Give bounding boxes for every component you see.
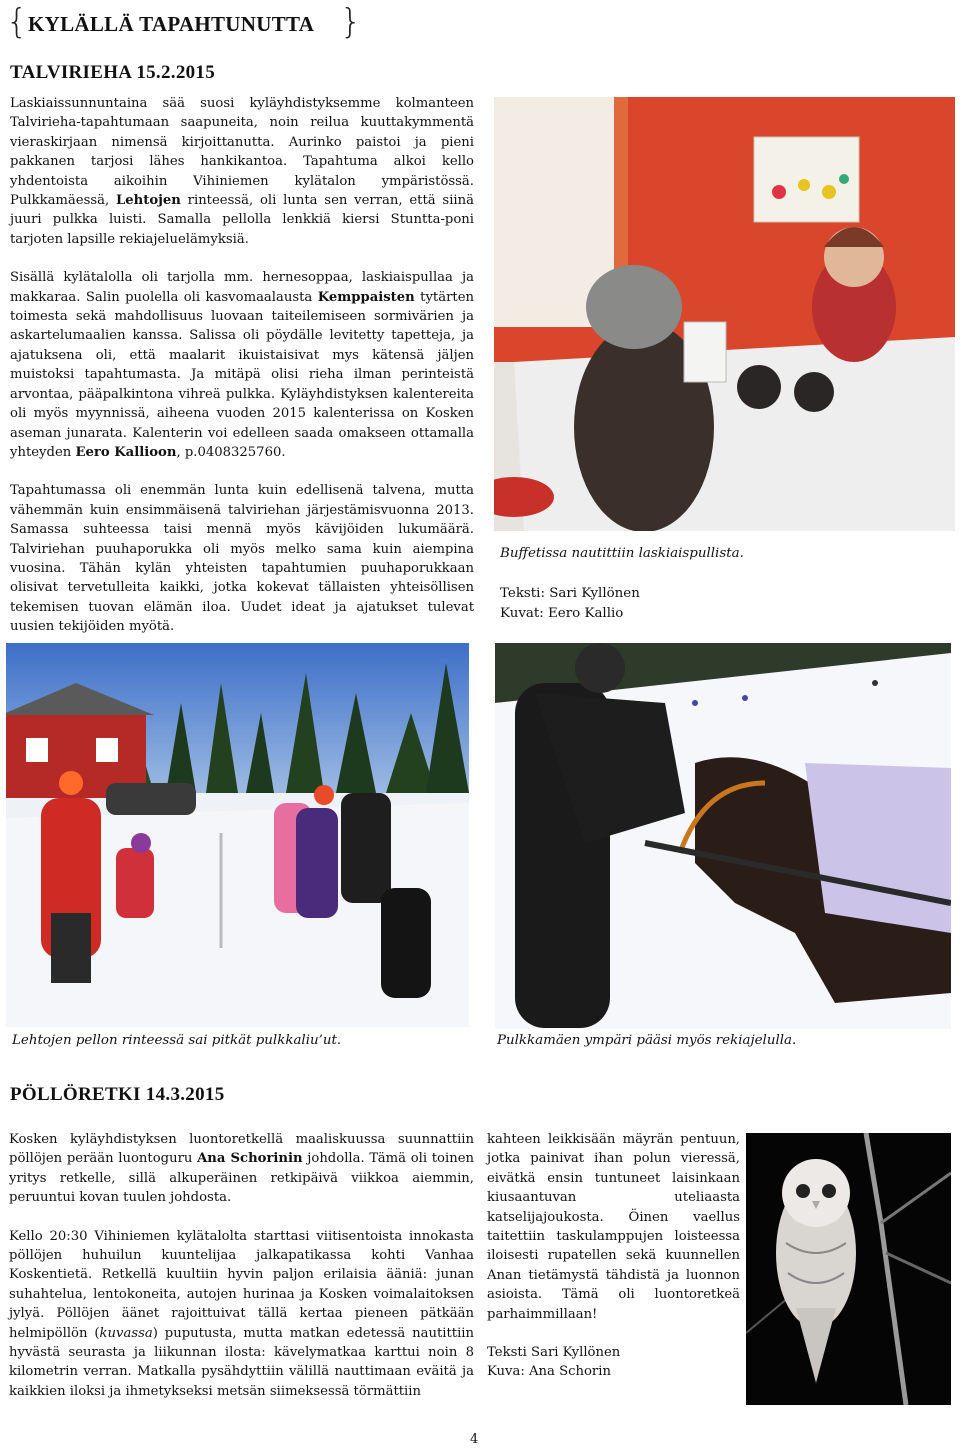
left-brace: { (6, 2, 28, 42)
paragraph-1: Laskiaissunnuntaina sää suosi kyläyhdistyksemme kolmanteen Talvirieha-tapahtumaan saapuneita, noin reilua kuuttakymmentä vieraskirjaan nimensä kirjoittanutta. Aurinko paistoi ja pieni pakkanen tarjosi lähes hankikantoa. Tapahtuma alkoi kello yhdentoista aikoihin Vihiniemen kylätalon ympäristössä. Pulkkamäessä, Lehtojen rinteessä, oli lunta sen verran, että siinä juuri pulkka luisti. Samalla pellolla lenkkiä kiersi Stuntta-poni tarjoten lapsille rekiajeluelämyksiä. (10, 96, 474, 247)
photo-slope (6, 643, 469, 1027)
bold-name: Kemppaisten (317, 289, 415, 305)
section2-text-left (9, 1130, 474, 1420)
photo-owl (746, 1133, 951, 1405)
photo-cafe (494, 97, 955, 531)
page-number: 4 (470, 1432, 479, 1447)
photo-pony (495, 643, 951, 1029)
paragraph-3: Tapahtumassa oli enemmän lunta kuin edellisenä talvena, mutta vähemmän kuin ensimmäisenä talviriehan järjestämisvuonna 2013. Samassa suhteessa taisi mennä myös kävijöiden lukumäärä. Talviriehan puuhaporukka oli myös melko sama kuin aiempina vuosina. Tähän kylän yhteisten tapahtumien puuhaporukkaan olisivat tervetulleita kaikki, jotka kokevat tällaisten yhteisöllisen tekemisen tuovan elämän iloa. Uudet ideat ja ajatukset tulevat uusien tekijöiden myötä. (10, 483, 474, 635)
caption-cafe: Buffetissa nautittiin laskiaispullista. (500, 546, 744, 561)
header-title: KYLÄLLÄ TAPAHTUNUTTA (28, 12, 315, 36)
credit-photo: Kuva: Ana Schorin (487, 1364, 611, 1380)
bold-name: Lehtojen (115, 193, 181, 209)
right-brace: } (340, 2, 362, 42)
italic-word: kuvassa (99, 1325, 153, 1341)
credit-photo: Kuvat: Eero Kallio (500, 606, 624, 621)
section-header (6, 2, 362, 42)
section1-title: TALVIRIEHA 15.2.2015 (10, 62, 216, 83)
section2-title: PÖLLÖRETKI 14.3.2015 (10, 1084, 225, 1105)
paragraph-2: Kello 20:30 Vihiniemen kylätalolta starttasi viitisentoista innokasta pöllöjen huhuilun kuuntelijaa jalkapatikassa kohti Vanhaa Koskentietä. Retkellä kuultiin hyvin paljon erilaisia ääniä: junan suhahtelua, lentokoneita, autojen hurinaa ja Kosken voimalaitoksen jylyä. Pöllöjen äänet rajoittuivat tällä kertaa pieneen pätkään helmipöllön (kuvassa) puputusta, mutta matkan edetessä nautittiin hyvästä seurasta ja liikunnan ilosta: kävelymatkaa karttui noin 8 kilometrin verran. Matkalla pysähdyttiin välillä nauttimaan eväitä ja kaikkien iloksi ja ihmetykseksi metsän siimeksessä törmättiin (9, 1228, 475, 1399)
caption-slope: Lehtojen pellon rinteessä sai pitkät pulkkaliu’ut. (12, 1033, 342, 1048)
paragraph-1: Kosken kyläyhdistyksen luontoretkellä maaliskuussa suunnattiin pöllöjen perään luontoguru Ana Schorinin johdolla. Tämä oli toinen yritys retkelle, sillä alkuperäinen retkipäivä viikkoa aiemmin, peruuntui kovan tuulen johdosta. (9, 1132, 474, 1206)
section1-text (10, 94, 474, 656)
section2-text-right (487, 1130, 740, 1382)
paragraph-3: kahteen leikkisään mäyrän pentuun, jotka painivat ihan polun vieressä, eivätkä ensin tuntuneet laisinkaan kiusaantuvan uteliaasta katselijajoukosta. Öinen vaellus taitettiin taskulamppujen loisteessa iloisesti rupatellen sekä kuunnellen Anan tietämystä tähdistä ja luonnon asioista. Tämä oli luontoretkeä parhaimmillaan! (487, 1132, 740, 1322)
paragraph-2: Sisällä kylätalolla oli tarjolla mm. hernesoppaa, laskiaispullaa ja makkaraa. Salin puolella oli kasvomaalausta Kemppaisten tytärten toimesta sekä mahdollisuus luovaan taiteilemiseen sormivärien ja askartelumaalien kanssa. Salissa oli pöydälle levitetty tapetteja, ja ajatuksena oli, että maalarit ikuistaisivat mys kätensä jäljen muistoksi tapahtumasta. Ja mitäpä olisi rieha ilman perinteistä arvontaa, pääpalkintona vihreä pulkka. Kyläyhdistyksen kalentereita oli myös myynnissä, aiheena vuoden 2015 kalenterissa on Kosken aseman junarata. Kalenterin voi edelleen saada omakseen ottamalla yhteyden Eero Kallioon, p.0408325760. (10, 270, 474, 460)
bold-name: Ana Schorinin (197, 1151, 303, 1167)
caption-pony: Pulkkamäen ympäri pääsi myös rekiajelulla. (497, 1033, 797, 1048)
bold-name: Eero Kallioon (75, 444, 177, 460)
credit-text: Teksti Sari Kyllönen (487, 1345, 621, 1361)
credit-text: Teksti: Sari Kyllönen (500, 586, 640, 601)
